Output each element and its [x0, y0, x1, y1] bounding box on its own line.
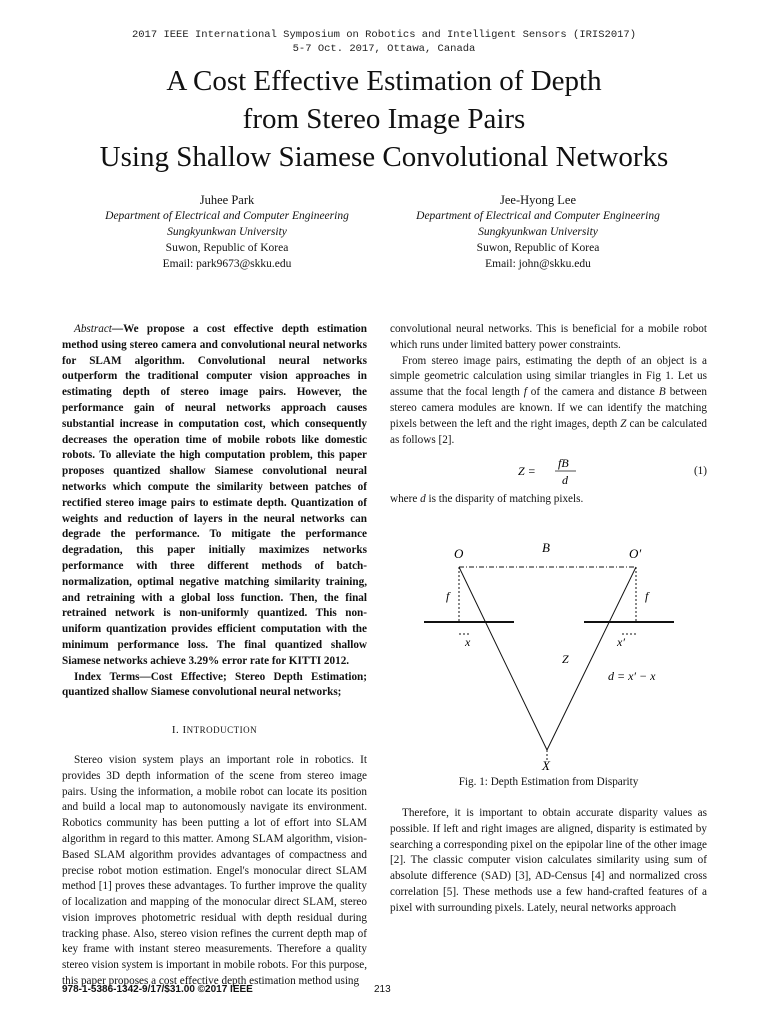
- footer-isbn: 978-1-5386-1342-9/17/$31.00 ©2017 IEEE: [62, 984, 253, 995]
- author-email: Email: park9673@skku.edu: [162, 258, 292, 270]
- right-paragraph-2: where d is the disparity of matching pixels.: [390, 493, 584, 506]
- label-B: B: [542, 540, 550, 555]
- title-line-2: from Stereo Image Pairs: [242, 103, 526, 135]
- label-O-prime: O′: [629, 546, 642, 561]
- equation-svg: [518, 454, 598, 488]
- right-paragraph-3: Therefore, it is important to obtain accurate disparity values as possible. If left and right images are aligned, disparity is estimated by searching a corresponding pixel on the epipolar line of the other image [2]. The classic computer vision calculates similarity using sum of absolute difference (SAD) [3], AD-Census [4] and normalized cross correlation [5]. These methods use a few hand-crafted features of a pixel with surrounding pixels. Lately, neural networks approach: [390, 807, 707, 914]
- label-x: x: [465, 635, 471, 649]
- section-numeral: I.: [171, 724, 180, 737]
- right-paragraph-1: From stereo image pairs, estimating the depth of an object is a simple geometric calculation using similar triangles in Fig 1. Let us assume that the focal length f of the camera and distance B between stereo camera modules are known. If we can identify the matching pixels between the left and the right images, depth Z can be calculated as follows [2].: [390, 354, 707, 446]
- section-first-letter: I: [182, 724, 187, 737]
- author-university: Sungkyunkwan University: [167, 226, 287, 238]
- title-line-1: A Cost Effective Estimation of Depth: [166, 65, 602, 97]
- author-block-2: [373, 192, 703, 272]
- right-paragraph-0: convolutional neural networks. This is beneficial for a mobile robot which runs under limited battery power constraints.: [390, 323, 707, 351]
- intro-paragraph: Stereo vision system plays an important role in robotics. It provides 3D depth information of the scene from stereo image pairs. Using the information, a mobile robot can locate its position and build a local map to autonomously navigate its environment. Robotics community has been putting a lot of effort into SLAM algorithm in regard to this matter. Among SLAM algorithm, vision-Based SLAM algorithm provides advantages of compactness and precise robot motion estimation. Engel's monocular direct SLAM method [1] proves these advantages. To further improve the quality of localization and mapping of the monocular direct SLAM, stereo vision improves photometric residual with depth residual during tracking phase. Also, stereo vision refines the current depth map of key frame with instant stereo measurements. Therefore a quality stereo vision system is important in mobile robots. For this purpose, this paper proposes a cost effective depth estimation method using: [62, 753, 367, 988]
- abstract: [62, 322, 367, 670]
- author-university: Sungkyunkwan University: [478, 226, 598, 238]
- right-column-lower: [390, 806, 707, 917]
- equation-number: (1): [693, 465, 707, 478]
- author-name: Jee-Hyong Lee: [499, 193, 576, 207]
- page-number: 213: [374, 984, 391, 995]
- label-f-right: f: [645, 589, 649, 603]
- depth-disparity-figure: [408, 536, 698, 786]
- label-O: O: [454, 546, 464, 561]
- section-rest: NTRODUCTION: [186, 725, 258, 736]
- author-location: Suwon, Republic of Korea: [165, 242, 289, 254]
- abstract-label: Abstract: [74, 323, 112, 335]
- paper-title: [0, 62, 768, 176]
- ray-left: [459, 567, 547, 750]
- abstract-text: —We propose a cost effective depth estimation method using stereo camera and convolutional neural networks for SLAM algorithm. Convolutional neural networks outperform the traditional computer vision approaches in estimating depth of stereo image pairs. However, the performance gain of neural networks approach causes substantial increase in computation cost, which consequently decreases the operation time of mobile robots like domestic robots. To alleviate the high computation problem, this paper proposes quantized shallow Siamese convolutional neural networks which compute the similarity between patches of rectified stereo image pairs to estimate depth. Quantization of weights and reduction of layers in the neural networks can degrade the performance. To mitigate the performance degradation, this paper initially maximizes networks performance with three different methods of batch-normalization, optimal negative matching similarity training, and retraining with a global loss function. Then, the final retrained network is non-uniformly quantized. This non-uniform quantization provides efficient computation with the minimum performance loss. The final quantized shallow Siamese networks achieve 3.29% error rate for KITTI 2012.: [62, 323, 367, 667]
- author-email: Email: john@skku.edu: [485, 258, 591, 270]
- index-terms: [62, 670, 367, 702]
- label-Z: Z: [562, 652, 569, 666]
- figure-caption: Fig. 1: Depth Estimation from Disparity: [458, 776, 639, 788]
- author-department: Department of Electrical and Computer Engineering: [105, 210, 349, 222]
- equation-body: [518, 454, 598, 493]
- conference-line-2: 5-7 Oct. 2017, Ottawa, Canada: [292, 43, 476, 55]
- author-location: Suwon, Republic of Korea: [476, 242, 600, 254]
- left-column: [62, 322, 367, 990]
- label-f-left: f: [446, 589, 450, 603]
- author-name: Juhee Park: [199, 193, 255, 207]
- right-column: [390, 322, 707, 508]
- label-x-prime: x′: [617, 635, 625, 649]
- title-line-3: Using Shallow Siamese Convolutional Networks: [99, 141, 669, 173]
- equation-denominator: d: [562, 473, 568, 488]
- conference-header: [0, 28, 768, 56]
- label-X: X: [542, 758, 550, 773]
- section-heading-introduction: [62, 723, 367, 739]
- label-disparity-equation: d = x′ − x: [608, 669, 656, 683]
- index-terms-label: Index Terms: [74, 670, 140, 683]
- ray-right: [547, 567, 636, 750]
- conference-line-1: 2017 IEEE International Symposium on Robotics and Intelligent Sensors (IRIS2017): [131, 29, 637, 41]
- equation-lhs: Z =: [518, 464, 536, 479]
- author-department: Department of Electrical and Computer Engineering: [416, 210, 660, 222]
- author-block-1: [62, 192, 392, 272]
- index-terms-text: —Cost Effective; Stereo Depth Estimation; quantized shallow Siamese convolutional neural networks;: [62, 670, 367, 699]
- equation-numerator: fB: [558, 456, 569, 471]
- equation-1: [390, 452, 707, 488]
